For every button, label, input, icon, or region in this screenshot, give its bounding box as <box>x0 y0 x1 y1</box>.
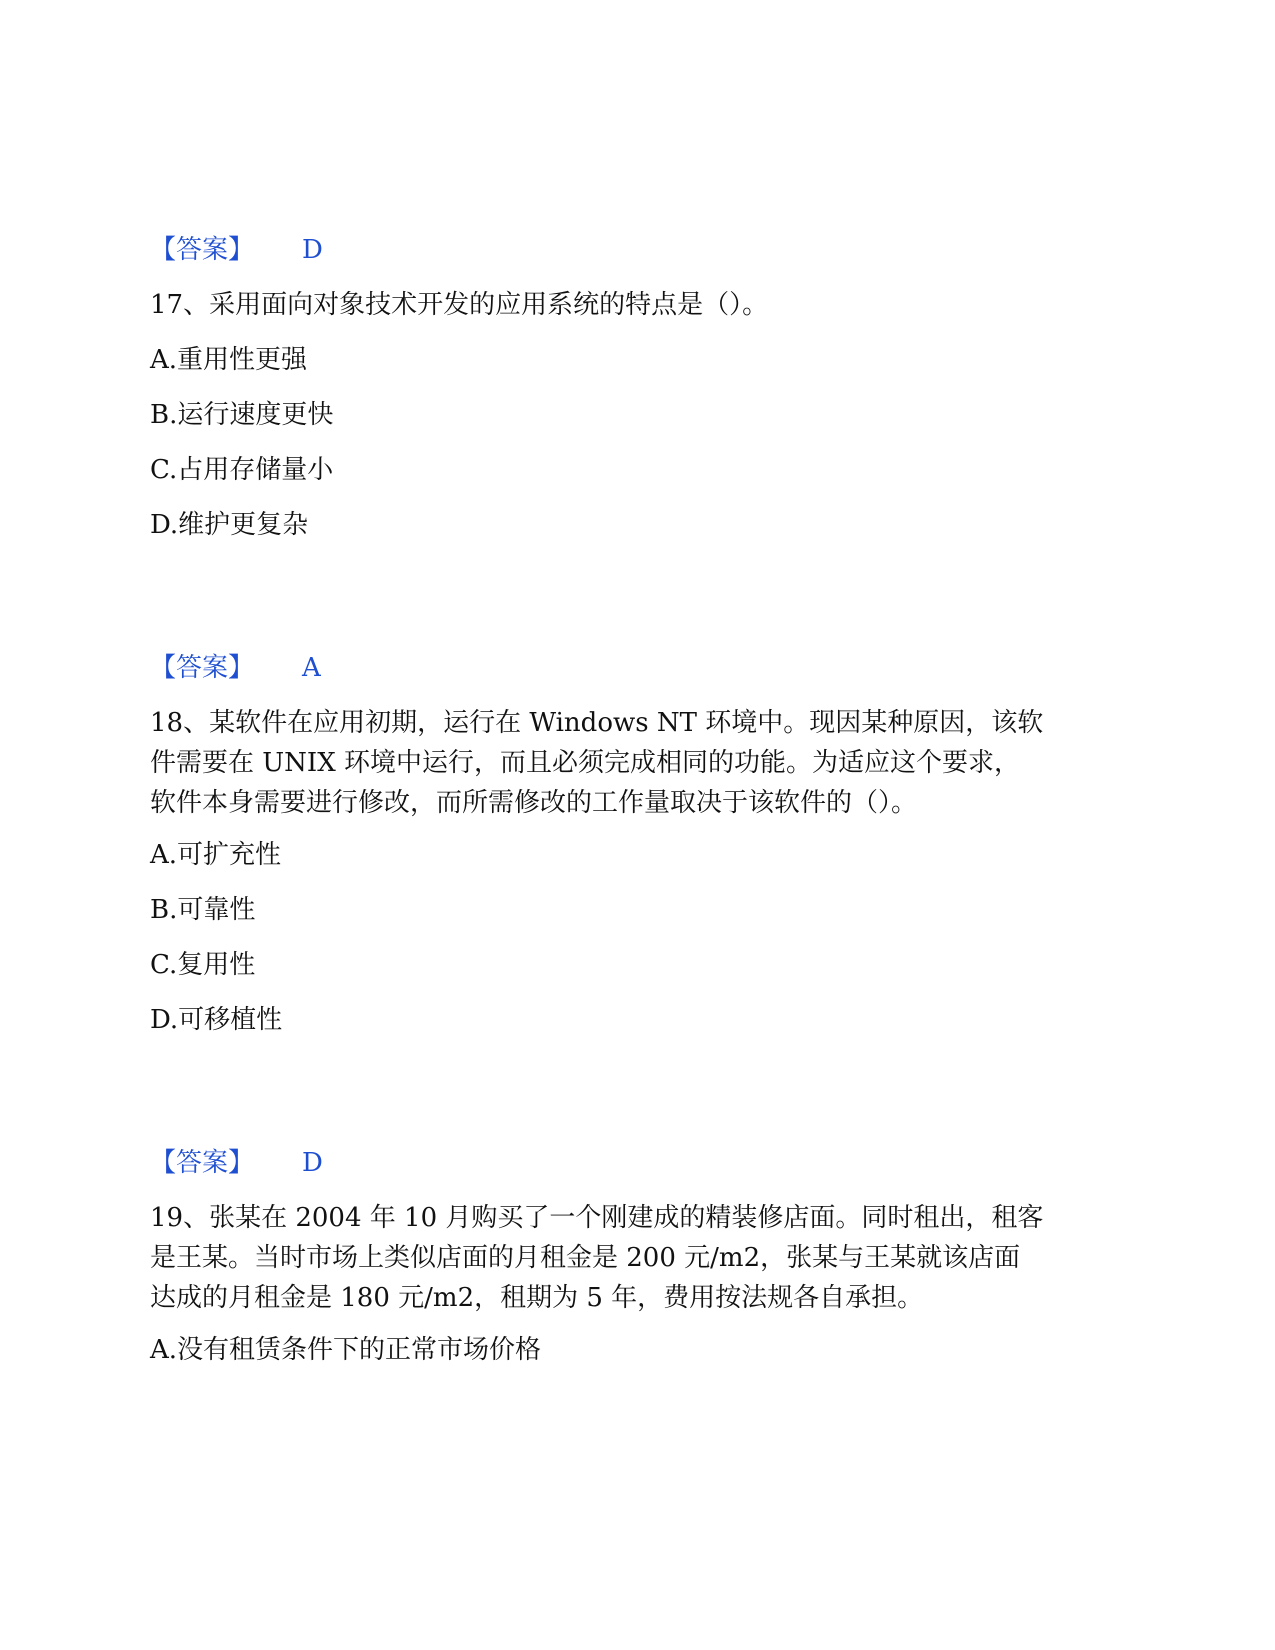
option-19-a-wrap <box>150 1330 1120 1370</box>
answer-block-17 <box>150 648 1120 688</box>
option-17-c-wrap <box>150 450 1120 490</box>
option-18-d-wrap <box>150 1000 1120 1040</box>
answer-value: D <box>302 1148 323 1178</box>
answer-label: 【答案】 <box>150 235 255 265</box>
option-18-b-wrap <box>150 890 1120 930</box>
answer-block-18 <box>150 1143 1120 1183</box>
option-a: A.重用性更强 <box>150 345 308 375</box>
option-17-b-wrap <box>150 395 1120 435</box>
question-stem-line-3: 达成的月租金是 180 元/m2，租期为 5 年，费用按法规各自承担。 <box>150 1283 924 1313</box>
option-b: B.可靠性 <box>150 895 256 925</box>
option-c: C.复用性 <box>150 950 256 980</box>
option-17-a-wrap <box>150 340 1120 380</box>
option-17-d-wrap <box>150 505 1120 545</box>
question-stem-line-2: 是王某。当时市场上类似店面的月租金是 200 元/m2，张某与王某就该店面 <box>150 1243 1021 1273</box>
option-b: B.运行速度更快 <box>150 400 334 430</box>
question-stem-line-3: 软件本身需要进行修改，而所需修改的工作量取决于该软件的（）。 <box>150 788 918 818</box>
answer-label: 【答案】 <box>150 653 255 683</box>
question-stem-line-1: 18、某软件在应用初期，运行在 Windows NT 环境中。现因某种原因，该软 <box>150 708 1044 738</box>
answer-line <box>150 230 1120 270</box>
question-18 <box>150 703 1120 823</box>
option-18-a-wrap <box>150 835 1120 875</box>
option-18-c-wrap <box>150 945 1120 985</box>
question-17 <box>150 285 1120 325</box>
question-stem-line-1: 19、张某在 2004 年 10 月购买了一个刚建成的精装修店面。同时租出，租客 <box>150 1203 1044 1233</box>
answer-block-16 <box>150 230 1120 270</box>
question-stem: 17、采用面向对象技术开发的应用系统的特点是（）。 <box>150 290 769 320</box>
answer-line <box>150 1143 1120 1183</box>
answer-label: 【答案】 <box>150 1148 255 1178</box>
question-stem-line-2: 件需要在 UNIX 环境中运行，而且必须完成相同的功能。为适应这个要求， <box>150 748 1020 778</box>
option-d: D.维护更复杂 <box>150 510 309 540</box>
answer-value: A <box>302 653 321 683</box>
answer-value: D <box>302 235 323 265</box>
answer-line <box>150 648 1120 688</box>
question-19 <box>150 1198 1120 1318</box>
option-a: A.可扩充性 <box>150 840 282 870</box>
option-d: D.可移植性 <box>150 1005 283 1035</box>
option-a: A.没有租赁条件下的正常市场价格 <box>150 1335 542 1365</box>
option-c: C.占用存储量小 <box>150 455 334 485</box>
